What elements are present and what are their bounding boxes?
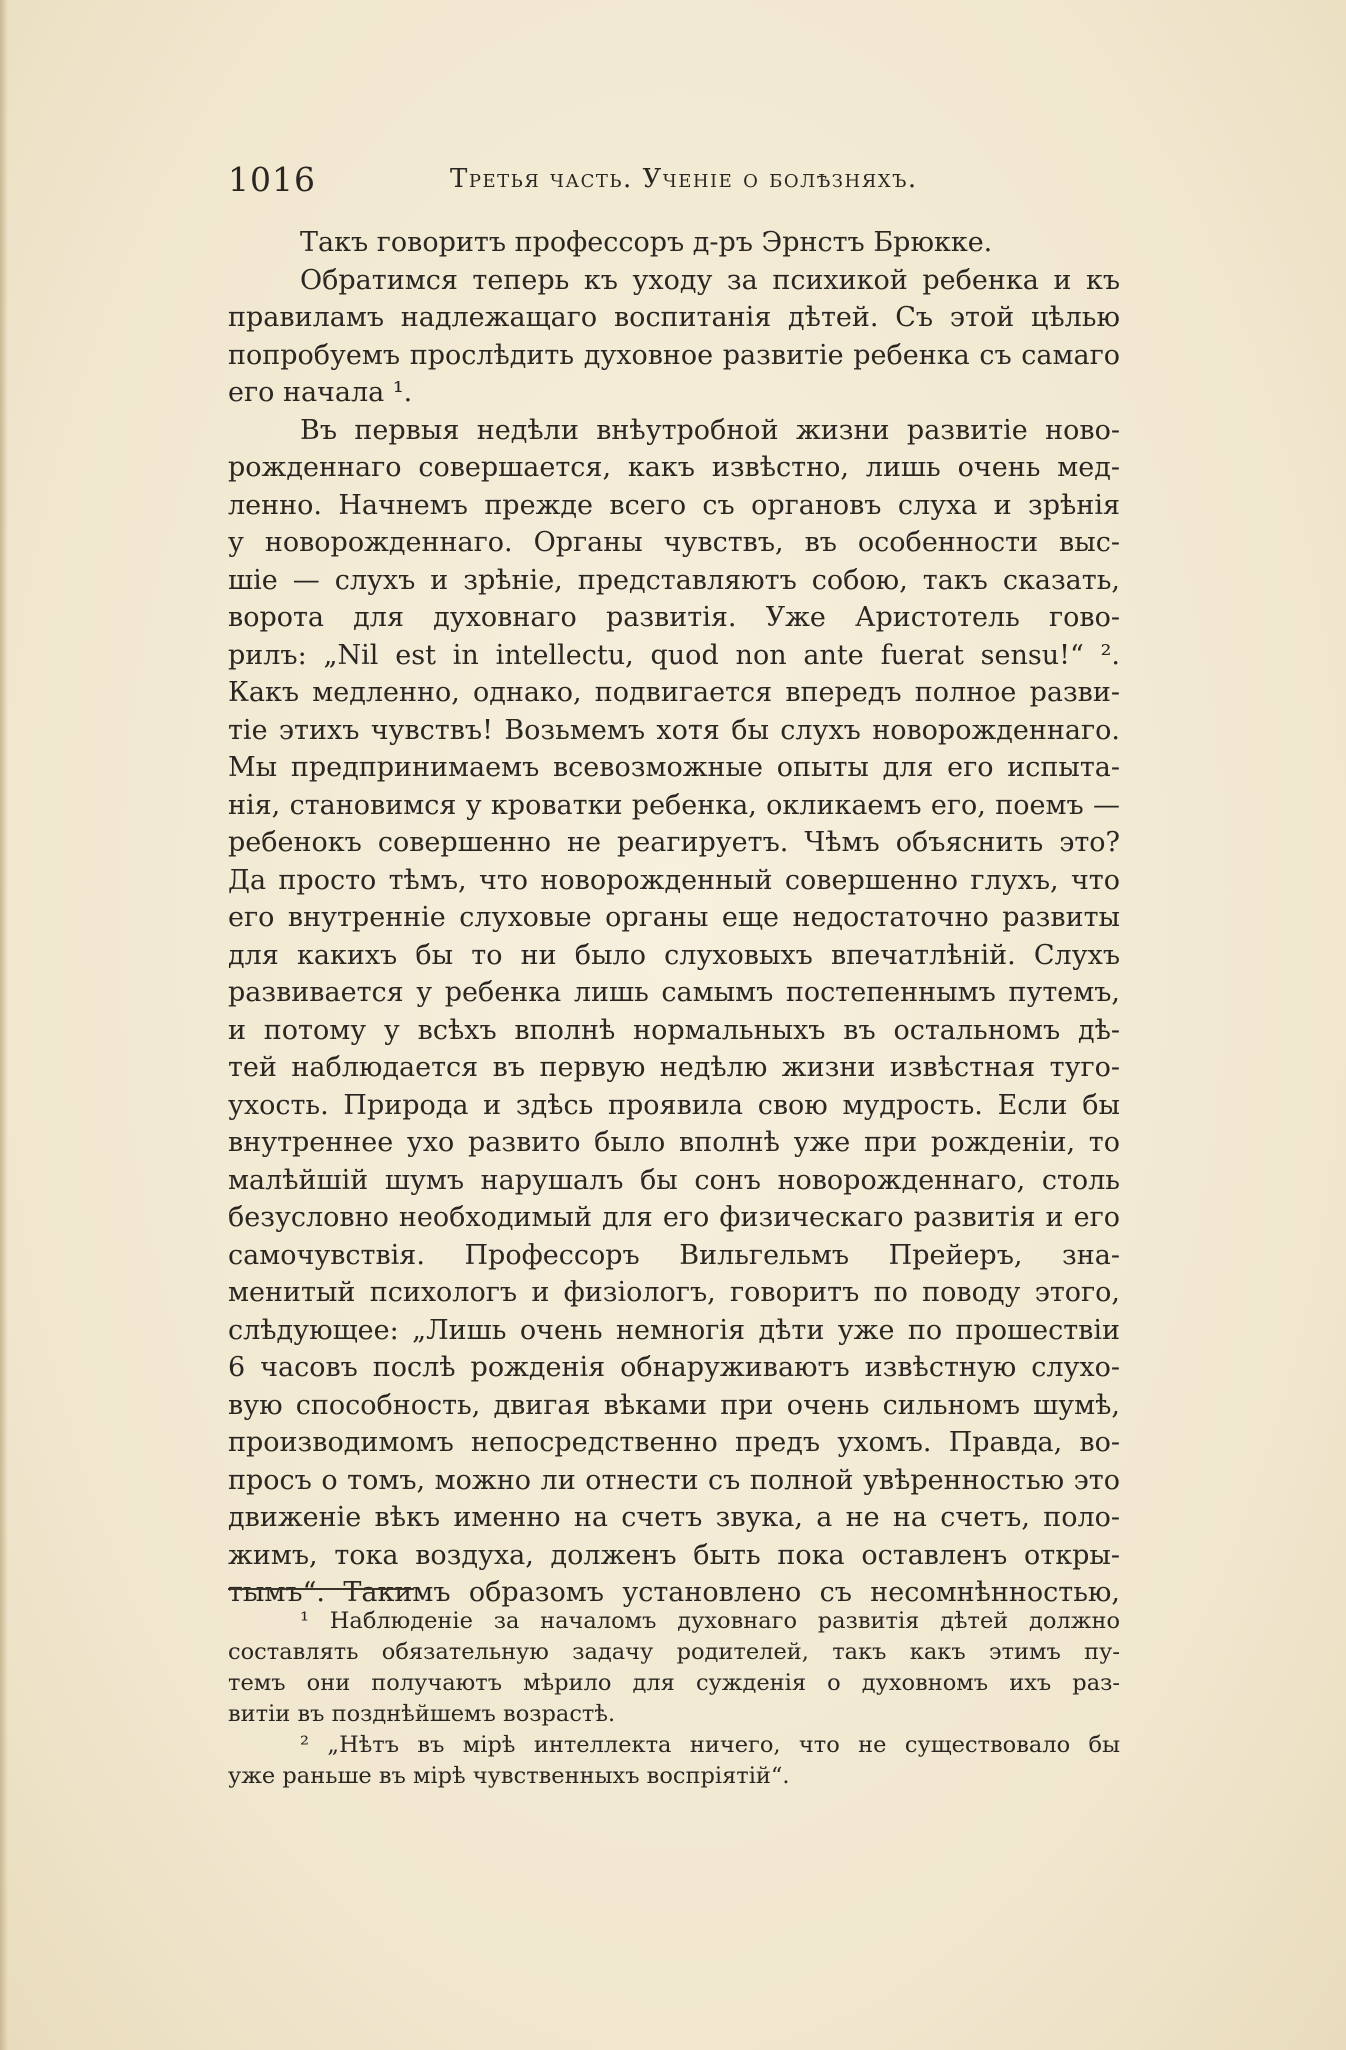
text-line: Обратимся теперь къ уходу за психикой ребенка и къ bbox=[300, 264, 1120, 296]
text-line: рожденнаго совершается, какъ извѣстно, лишь очень мед- bbox=[228, 452, 1120, 483]
text-line: шіе — слухъ и зрѣніе, представляютъ собою, такъ сказать, bbox=[228, 564, 1120, 596]
page-edge-shadow bbox=[0, 0, 8, 2050]
footnote-line: составлять обязательную задачу родителей, такъ какъ этимъ пу- bbox=[228, 1639, 1120, 1665]
text-line: тымъ“. Такимъ образомъ установлено съ несомнѣнностью, bbox=[228, 1577, 1120, 1608]
text-line: самочувствія. Профессоръ Вильгельмъ Прейеръ, зна- bbox=[228, 1239, 1120, 1271]
text-line: развивается у ребенка лишь самымъ постепеннымъ путемъ, bbox=[228, 977, 1120, 1008]
text-line: ленно. Начнемъ прежде всего съ органовъ слуха и зрѣнія bbox=[228, 489, 1120, 521]
footnotes bbox=[228, 1606, 1120, 1792]
text-line: безусловно необходимый для его физическаго развитія и его bbox=[228, 1202, 1120, 1233]
text-line: у новорожденнаго. Органы чувствъ, въ особенности выс- bbox=[228, 527, 1120, 558]
text-line: попробуемъ прослѣдить духовное развитіе ребенка съ самаго bbox=[228, 339, 1120, 371]
text-line: ворота для духовнаго развитія. Уже Аристотель гово- bbox=[228, 602, 1120, 633]
text-line: нія, становимся у кроватки ребенка, окликаемъ его, поемъ — bbox=[228, 789, 1120, 821]
text-line: Мы предпринимаемъ всевозможные опыты для его испыта- bbox=[228, 752, 1120, 783]
text-line: просъ о томъ, можно ли отнести съ полной увѣренностью это bbox=[228, 1464, 1120, 1496]
text-line: Да просто тѣмъ, что новорожденный совершенно глухъ, что bbox=[228, 864, 1120, 896]
text-line: рилъ: „Nil est in intellectu, quod non ante fuerat sensu!“ ². bbox=[228, 639, 1120, 671]
text-line: его внутренніе слуховые органы еще недостаточно развиты bbox=[228, 902, 1120, 933]
text-line: его начала ¹. bbox=[228, 377, 413, 408]
text-line: Въ первыя недѣли внѣутробной жизни развитіе ново- bbox=[300, 414, 1120, 446]
text-line: и потому у всѣхъ вполнѣ нормальныхъ въ остальномъ дѣ- bbox=[228, 1014, 1120, 1046]
footnote-divider bbox=[228, 1588, 414, 1590]
text-line: жимъ, тока воздуха, долженъ быть пока оставленъ откры- bbox=[228, 1539, 1120, 1571]
text-line: Такъ говоритъ профессоръ д-ръ Эрнстъ Брюкке. bbox=[300, 227, 993, 258]
text-line: правиламъ надлежащаго воспитанія дѣтей. Съ этой цѣлью bbox=[228, 302, 1120, 333]
text-line: движеніе вѣкъ именно на счетъ звука, а не на счетъ, поло- bbox=[228, 1502, 1120, 1533]
running-title: Третья часть. Ученіе о болѣзняхъ. bbox=[450, 164, 918, 194]
footnote-line: уже раньше въ мірѣ чувственныхъ воспріятій“. bbox=[228, 1763, 790, 1789]
footnote-line: ² „Нѣтъ въ мірѣ интеллекта ничего, что не существовало бы bbox=[300, 1732, 1120, 1758]
text-line: малѣйшій шумъ нарушалъ бы сонъ новорожденнаго, столь bbox=[228, 1164, 1120, 1196]
page-header bbox=[228, 160, 1120, 200]
text-line: тей наблюдается въ первую недѣлю жизни извѣстная туго- bbox=[228, 1052, 1120, 1083]
page-number: 1016 bbox=[228, 160, 316, 199]
footnote-line: темъ они получаютъ мѣрило для сужденія о духовномъ ихъ раз- bbox=[228, 1670, 1120, 1696]
text-line: тіе этихъ чувствъ! Возьмемъ хотя бы слухъ новорожденнаго. bbox=[228, 714, 1120, 746]
text-line: Какъ медленно, однако, подвигается впередъ полное разви- bbox=[228, 677, 1120, 708]
main-text bbox=[228, 224, 1120, 1612]
text-line: ухость. Природа и здѣсь проявила свою мудрость. Если бы bbox=[228, 1089, 1120, 1121]
text-line: вую способность, двигая вѣками при очень сильномъ шумѣ, bbox=[228, 1389, 1120, 1421]
text-line: 6 часовъ послѣ рожденія обнаруживаютъ извѣстную слухо- bbox=[228, 1352, 1120, 1383]
footnote-line: ¹ Наблюденіе за началомъ духовнаго развитія дѣтей должно bbox=[300, 1608, 1120, 1634]
text-line: ребенокъ совершенно не реагируетъ. Чѣмъ объяснить это? bbox=[228, 827, 1120, 858]
text-line: для какихъ бы то ни было слуховыхъ впечатлѣній. Слухъ bbox=[228, 939, 1120, 971]
text-line: слѣдующее: „Лишь очень немногія дѣти уже по прошествіи bbox=[228, 1314, 1120, 1346]
text-line: менитый психологъ и физіологъ, говоритъ по поводу этого, bbox=[228, 1277, 1120, 1308]
text-line: внутреннее ухо развито было вполнѣ уже при рожденіи, то bbox=[228, 1127, 1120, 1158]
footnote-line: витіи въ позднѣйшемъ возрастѣ. bbox=[228, 1701, 616, 1727]
text-line: производимомъ непосредственно предъ ухомъ. Правда, во- bbox=[228, 1427, 1120, 1458]
